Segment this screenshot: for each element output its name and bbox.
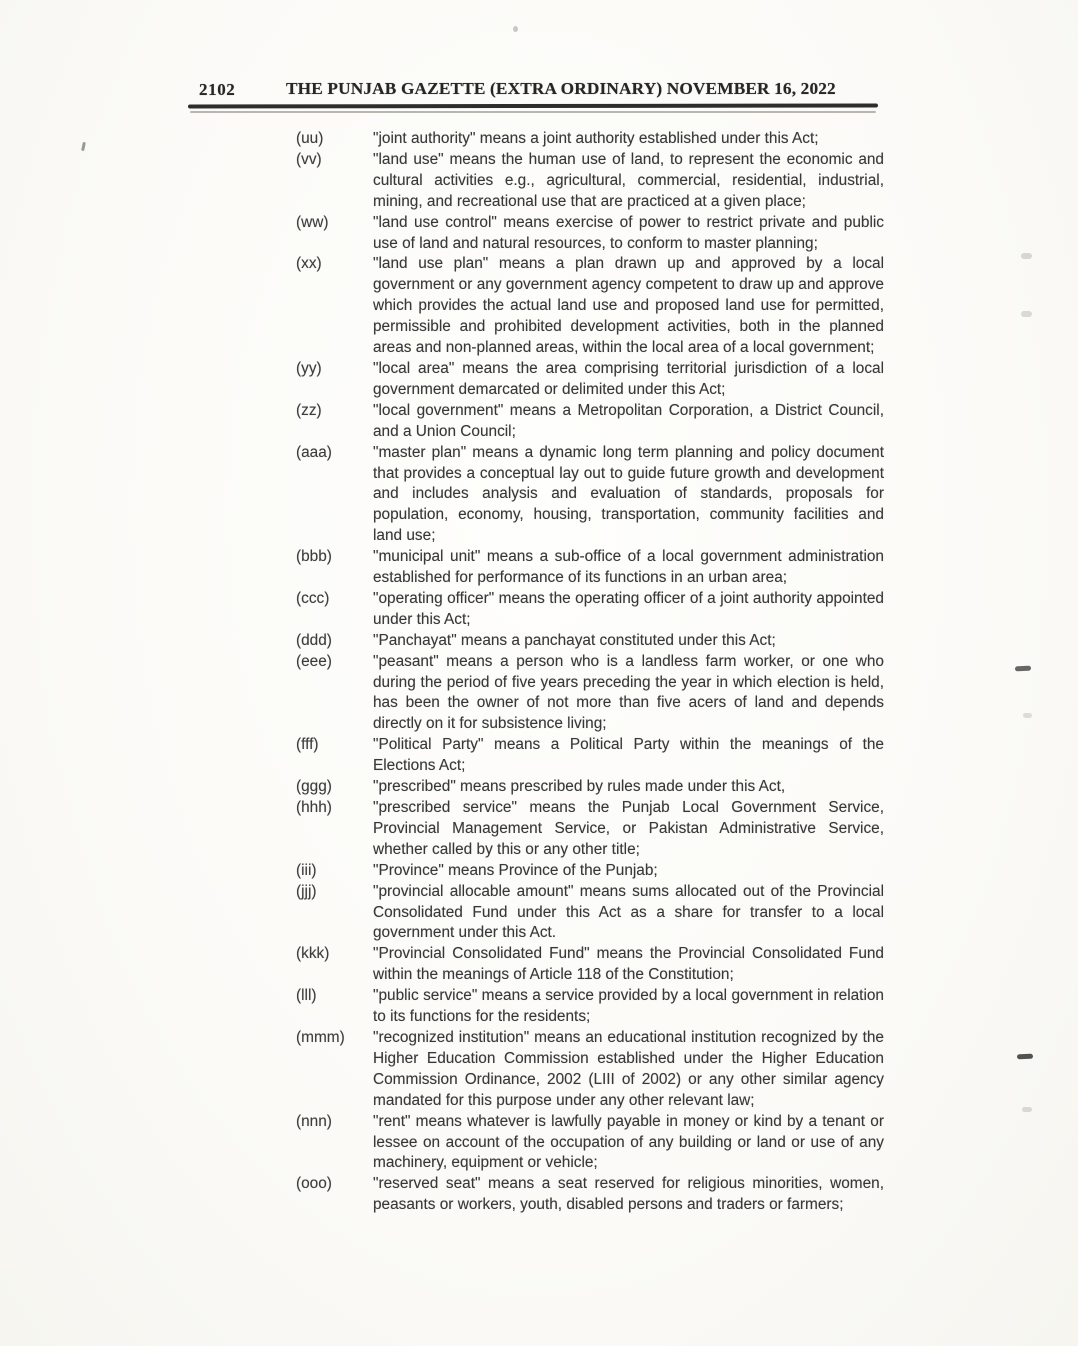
- definition-text: "land use" means the human use of land, to represent the economic and cultural activities e.g., agricultural, commercial, residential, industrial, mining, and recreational use that are practiced at a given place;: [373, 150, 884, 210]
- definition-label: (xx): [296, 255, 322, 273]
- scan-artifact: [1022, 1107, 1032, 1112]
- definition-row: [296, 777, 884, 798]
- definition-row: [296, 882, 884, 945]
- definition-label: (ccc): [296, 589, 330, 607]
- definition-label: (nnn): [296, 1112, 332, 1130]
- definition-label: (fff): [296, 736, 319, 754]
- page-number: 2102: [199, 80, 236, 99]
- definition-row: [296, 1174, 884, 1216]
- definition-row: [296, 401, 884, 443]
- definition-row: [296, 129, 884, 150]
- definition-text: "operating officer" means the operating officer of a joint authority appointed under this Act;: [373, 589, 884, 628]
- definition-label: (ooo): [296, 1175, 332, 1193]
- definition-label: (yy): [296, 359, 322, 377]
- definition-label: (ww): [296, 213, 329, 231]
- scan-artifact: [1021, 311, 1032, 317]
- definition-label: (aaa): [296, 443, 332, 461]
- definition-label: (ddd): [296, 631, 332, 649]
- definition-text: "Political Party" means a Political Party within the meanings of the Elections Act;: [373, 736, 884, 775]
- definition-row: [296, 986, 884, 1028]
- definition-label: (lll): [296, 987, 317, 1005]
- definition-label: (zz): [296, 401, 322, 419]
- definition-text: "recognized institution" means an educational institution recognized by the Higher Education Commission established under the Higher Education Commission Ordinance, 2002 (LIII of 2002) or any other similar agency mandated for this purpose under any other relevant law;: [373, 1028, 884, 1109]
- definition-text: "public service" means a service provided by a local government in relation to its functions for the residents;: [373, 987, 884, 1026]
- definition-text: "municipal unit" means a sub-office of a local government administration established for performance of its functions in an urban area;: [373, 548, 884, 587]
- definition-row: [296, 652, 884, 736]
- definition-row: [296, 359, 884, 401]
- definition-label: (ggg): [296, 778, 332, 796]
- definition-text: "land use control" means exercise of power to restrict private and public use of land and natural resources, to conform to master planning;: [373, 213, 884, 252]
- header-rule: [188, 104, 878, 109]
- definition-label: (iii): [296, 861, 317, 879]
- definition-row: [296, 589, 884, 631]
- definition-row: [296, 944, 884, 986]
- definition-label: (jjj): [296, 882, 317, 900]
- definition-text: "master plan" means a dynamic long term planning and policy document that provides a conceptual lay out to guide future growth and development and includes analysis and evaluation of standards, proposals for population, economy, housing, transportation, community facilities and land use;: [373, 443, 884, 545]
- margin-ink-dash: [1017, 1054, 1033, 1060]
- definition-label: (hhh): [296, 799, 332, 816]
- scan-artifact: [1023, 713, 1032, 718]
- definition-row: [296, 150, 884, 213]
- definition-row: [296, 798, 884, 861]
- definition-row: [296, 861, 884, 882]
- definition-text: "reserved seat" means a seat reserved for religious minorities, women, peasants or workers, youth, disabled persons and traders or farmers;: [373, 1175, 884, 1214]
- definition-row: [296, 254, 884, 359]
- definition-row: [296, 1028, 884, 1112]
- definition-text: "joint authority" means a joint authority established under this Act;: [373, 130, 819, 147]
- definition-text: "provincial allocable amount" means sums allocated out of the Provincial Consolidated Fund under this Act as a share for transfer to a local government under this Act.: [373, 882, 884, 942]
- definitions-list: [296, 129, 884, 1216]
- definition-text: "prescribed service" means the Punjab Local Government Service, Provincial Management Service, or Pakistan Administrative Service, whether called by this or any other title;: [373, 799, 884, 858]
- definition-text: "peasant" means a person who is a landless farm worker, or one who during the period of five years preceding the year in which election is held, has been the owner of not more than five acers of land and depends directly on it for subsistence living;: [373, 652, 884, 733]
- definition-text: "prescribed" means prescribed by rules made under this Act,: [373, 778, 786, 796]
- scan-speck: [513, 26, 518, 32]
- header-rule-shadow: [190, 111, 876, 113]
- definition-text: "land use plan" means a plan drawn up and approved by a local government or any government agency competent to draw up and approve which provides the actual land use and proposed land use for permitted, permissible and prohibited development activities, both in the planned areas and non-planned areas, within the local area of a local government;: [373, 255, 884, 357]
- definition-row: [296, 213, 884, 255]
- definition-text: "local area" means the area comprising territorial jurisdiction of a local government demarcated or delimited under this Act;: [373, 359, 884, 398]
- definition-row: [296, 1112, 884, 1175]
- definition-text: "Provincial Consolidated Fund" means the Provincial Consolidated Fund within the meanings of Article 118 of the Constitution;: [373, 945, 884, 984]
- scan-speck: [81, 142, 86, 151]
- definition-label: (kkk): [296, 945, 330, 963]
- definition-row: [296, 443, 884, 548]
- definition-text: "local government" means a Metropolitan Corporation, a District Council, and a Union Council;: [373, 401, 884, 440]
- definition-label: (mmm): [296, 1028, 345, 1046]
- definition-row: [296, 547, 884, 589]
- definition-label: (vv): [296, 150, 322, 168]
- definition-text: "rent" means whatever is lawfully payable in money or kind by a tenant or lessee on account of the occupation of any building or land or use of any machinery, equipment or vehicle;: [373, 1112, 884, 1172]
- definition-text: "Panchayat" means a panchayat constituted under this Act;: [373, 631, 776, 649]
- definition-label: (uu): [296, 130, 324, 147]
- definition-row: [296, 631, 884, 652]
- definition-label: (bbb): [296, 548, 332, 566]
- page-header-title: THE PUNJAB GAZETTE (EXTRA ORDINARY) NOVEMBER 16, 2022: [286, 79, 836, 98]
- margin-ink-dash: [1015, 666, 1031, 672]
- scan-artifact: [1021, 253, 1032, 259]
- definition-row: [296, 735, 884, 777]
- definition-label: (eee): [296, 652, 332, 670]
- definition-text: "Province" means Province of the Punjab;: [373, 861, 658, 879]
